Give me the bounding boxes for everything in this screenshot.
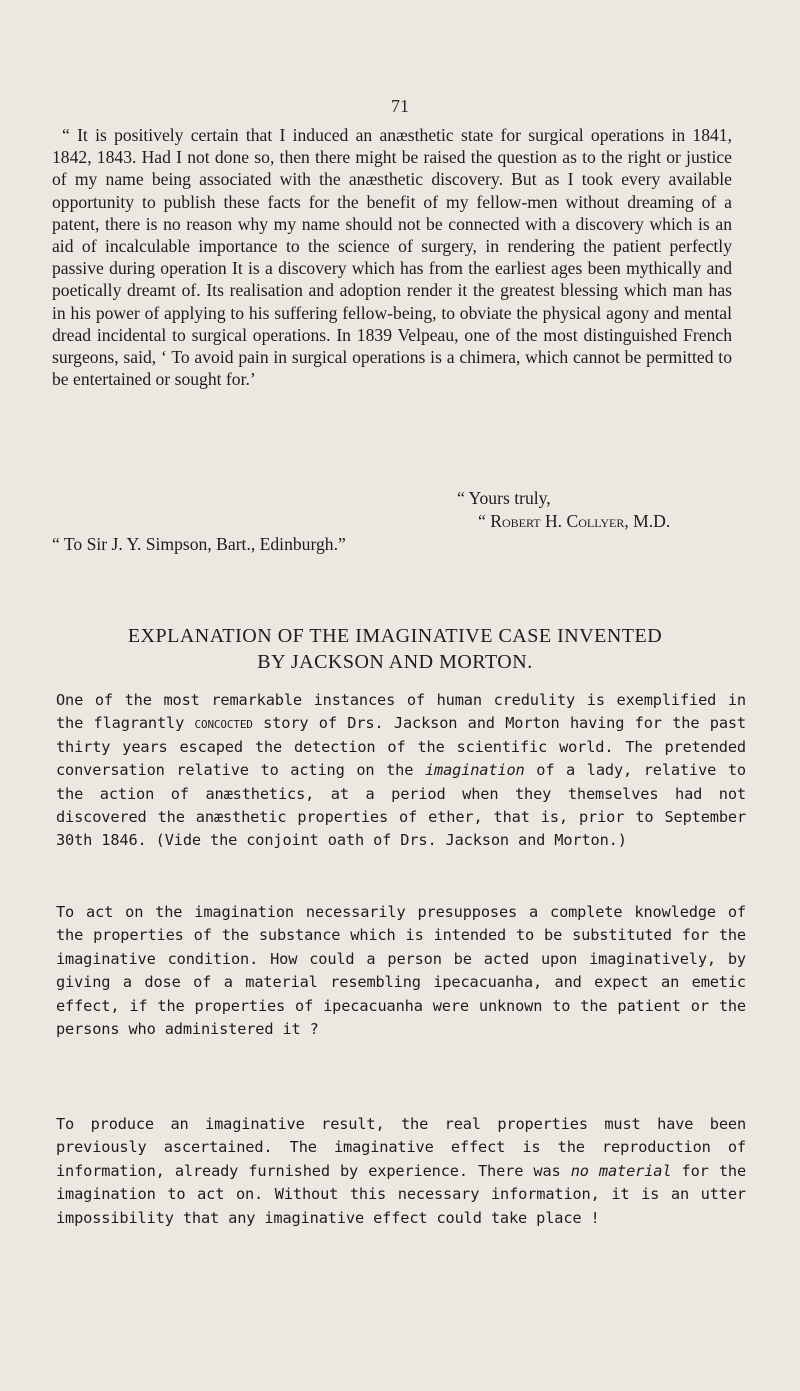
paragraph-text: for the imagination to act on. Without this necessary information, it is an utter impossibility that any imaginative effect could take place ! <box>56 1161 747 1227</box>
paragraph-text: To produce an imaginative result, the real properties must have been previously ascertained. The imaginative effect is the reproduction of information, already furnished by experience. There was <box>56 1115 746 1180</box>
letter-signature: “ Robert H. Collyer, M.D. <box>478 511 671 531</box>
paragraph-imagination <box>56 901 746 1041</box>
emphasis-concocted: concocted <box>194 714 253 733</box>
page-number: 71 <box>391 96 409 116</box>
section-heading-line-1: EXPLANATION OF THE IMAGINATIVE CASE INVENTED <box>127 625 663 647</box>
letter-closing: “ Yours truly, <box>457 488 551 508</box>
emphasis-imagination: imagination <box>424 761 525 780</box>
paragraph-text: of a lady, relative to the action of anæsthetics, at a period when they themselves had not discovered the anæsthetic properties of ether, that is, prior to September 30th 1846. (Vide the conjoint oath of Drs. Jackson and Morton.) <box>56 761 746 850</box>
letter-addressee: “ To Sir J. Y. Simpson, Bart., Edinburgh.” <box>52 534 346 554</box>
letter-body: “ It is positively certain that I induced an anæsthetic state for surgical operations in 1841, 1842, 1843. Had I not done so, then there might be raised the question as to the right or justice of my name being associated with the anæsthetic discovery. But as I took every available opportunity to publish these facts for the benefit of my fellow-men without dreaming of a patent, there is no reason why my name should not be connected with a discovery which is an aid of incalculable importance to the science of surgery, in rendering the patient perfectly passive during operation It is a discovery which has from the earliest ages been mythically and poetically dreamt of. Its realisation and adoption render it the greatest blessing which man has in his power of applying to his suffering fellow-being, to obviate the physical agony and mental dread incidental to surgical operations. In 1839 Velpeau, one of the most distinguished French surgeons, said, ‘ To avoid pain in surgical operations is a chimera, which cannot be permitted to be entertained or sought for.’ <box>52 125 732 390</box>
paragraph-text: story of Drs. Jackson and Morton having for the past thirty years escaped the detection of the scientific world. The pretended conversation relative to acting on the <box>56 714 746 780</box>
paragraph-text: One of the most remarkable instances of human credulity is exemplified in the flagrantly <box>56 691 746 733</box>
paragraph-credulity <box>56 689 746 853</box>
emphasis-no-material: no material <box>570 1161 672 1180</box>
section-heading-line-2: BY JACKSON AND MORTON. <box>257 651 533 673</box>
paragraph-imaginative-result <box>56 1113 746 1230</box>
paragraph-text: To act on the imagination necessarily presupposes a complete knowledge of the properties of the substance which is intended to be substituted for the imaginative condition. How could a person be acted upon imaginatively, by giving a dose of a material resembling ipecacuanha, and expect an emetic effect, if the properties of ipecacuanha were unknown to the patient or the persons who administered it ? <box>56 903 746 1039</box>
